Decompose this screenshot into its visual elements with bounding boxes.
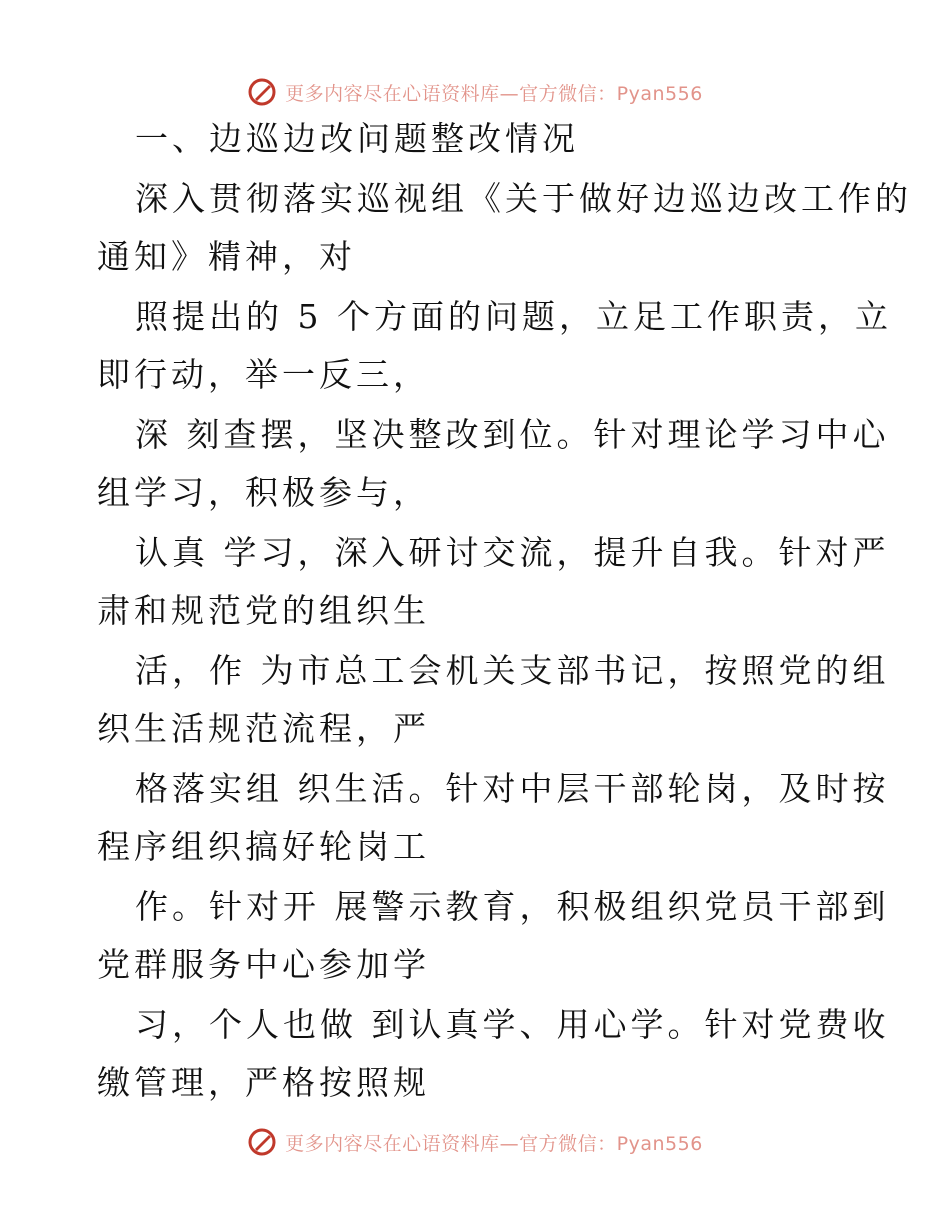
body-line: 党群服务中心参加学: [97, 945, 430, 984]
body-line: 织生活规范流程，严: [97, 709, 430, 748]
body-line: 照提出的 5 个方面的问题，立足工作职责，立: [135, 297, 892, 336]
watermark-text: 更多内容尽在心语资料库—官方微信：Pyan556: [285, 82, 703, 105]
header-watermark: [0, 72, 950, 112]
body-line: 肃和规范党的组织生: [97, 591, 430, 630]
body-line: 格落实组 织生活。针对中层干部轮岗，及时按: [135, 769, 890, 808]
body-line: 通知》精神，对: [97, 237, 356, 276]
body-line: 深入贯彻落实巡视组《关于做好边巡边改工作的: [135, 179, 912, 218]
body-line: 作。针对开 展警示教育，积极组织党员干部到: [135, 887, 890, 926]
body-line: 活，作 为市总工会机关支部书记，按照党的组: [135, 651, 890, 690]
heading-line: 一、边巡边改问题整改情况: [135, 119, 579, 158]
pen-logo-icon: [247, 77, 277, 107]
body-line: 习，个人也做 到认真学、用心学。针对党费收: [135, 1005, 890, 1044]
body-line: 组学习，积极参与，: [97, 473, 430, 512]
footer-watermark: [0, 1122, 950, 1162]
body-line: 即行动，举一反三，: [97, 355, 430, 394]
body-line: 认真 学习，深入研讨交流，提升自我。针对严: [135, 533, 890, 572]
body-line: 程序组织搞好轮岗工: [97, 827, 430, 866]
pen-logo-icon: [247, 1127, 277, 1157]
watermark-text: 更多内容尽在心语资料库—官方微信：Pyan556: [285, 1132, 703, 1155]
body-line: 深 刻查摆，坚决整改到位。针对理论学习中心: [135, 415, 890, 454]
body-line: 缴管理，严格按照规: [97, 1063, 430, 1102]
